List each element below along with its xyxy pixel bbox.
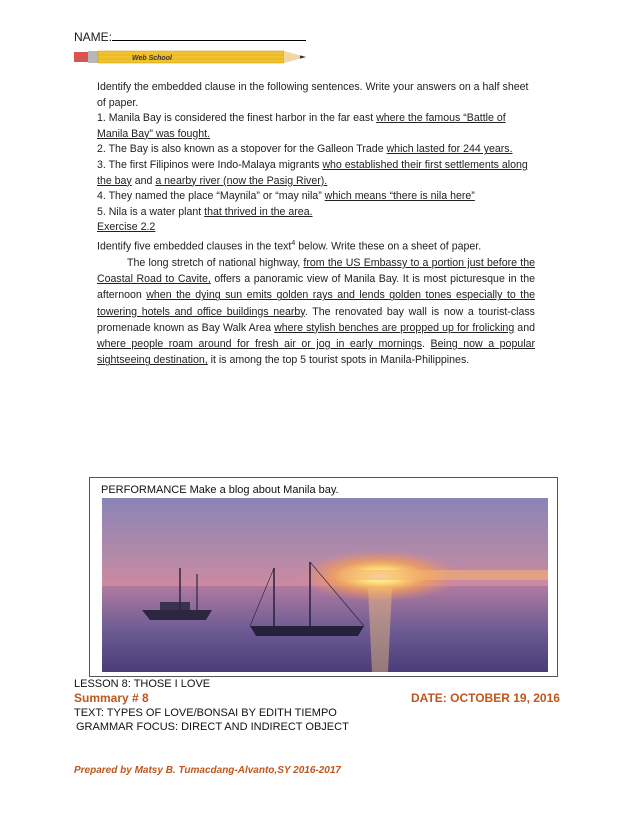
summary-number: Summary # 8 [74, 691, 149, 705]
exercise2-title: Exercise 2.2 [97, 221, 156, 234]
summary-date: DATE: OCTOBER 19, 2016 [411, 691, 560, 705]
exercise1-item: 5. Nila is a water plant that thrived in the area. [97, 205, 313, 218]
name-blank[interactable] [112, 30, 306, 41]
embedded-clause: where people roam around for fresh air or jog in early mornings [97, 338, 423, 351]
lesson-text: TEXT: TYPES OF LOVE/BONSAI BY EDITH TIEMPO [74, 707, 337, 719]
exercise1-item: 1. Manila Bay is considered the finest harbor in the far east where the famous “Battle of Manila Bay” was fought. [97, 112, 506, 140]
manila-bay-passage: The long stretch of national highway, from the US Embassy to a portion just before the Coastal Road to Cavite, offers a panoramic view of Manila Bay. It is most picturesque in the afternoon when the dying sun emits golden rays and lends golden tones especially to the towering hotels and office buildings nearby. The renovated bay wall is now a tourist-class promenade known as Bay Walk Area where stylish benches are propped up for frolicking and where people roam around for fresh air or jog in early mornings. Being now a popular sightseeing destination, it is among the top 5 tourist spots in Manila-Philippines. [97, 257, 536, 367]
embedded-clause: who established their first settlements along the bay [97, 158, 528, 187]
embedded-clause: from the US Embassy to a portion just before the Coastal Road to Cavite, [97, 257, 535, 286]
name-field[interactable] [74, 30, 306, 44]
prepared-by: Prepared by Matsy B. Tumacdang-Alvanto,SY 2016-2017 [74, 765, 341, 776]
pencil-eraser [74, 52, 88, 62]
exercise1-item: 2. The Bay is also known as a stopover for the Galleon Trade which lasted for 244 years. [97, 143, 513, 156]
sun-reflection [368, 588, 392, 672]
exercise1-item: 3. The first Filipinos were Indo-Malaya migrants who established their first settlements along the bay and a nearby river (now the Pasig River). [97, 158, 528, 187]
lesson-title: LESSON 8: THOSE I LOVE [74, 678, 211, 690]
exercise2-instruction: Identify five embedded clauses in the text$^4$ below. Write these on a sheet of paper. [97, 239, 482, 253]
embedded-clause: that thrived in the area. [204, 205, 313, 218]
exercise1-item: 4. They named the place “Maynila” or “may nila” which means “there is nila here” [97, 190, 475, 203]
pencil-brand-label: Web School [132, 55, 172, 62]
embedded-clause: where stylish benches are propped up for frolicking [274, 321, 515, 334]
name-label: NAME: [74, 30, 113, 44]
embedded-clause: a nearby river (now the Pasig River). [155, 174, 328, 187]
exercise1-instruction: Identify the embedded clause in the following sentences. Write your answers on a half sheet of paper. [97, 81, 529, 109]
pencil-body [98, 51, 284, 63]
embedded-clause: which means “there is nila here” [324, 190, 475, 203]
embedded-clause: when the dying sun emits golden rays and lends golden tones especially to the towering hotels and office buildings nearby [97, 289, 535, 318]
embedded-clause: Being now a popular sightseeing destination, [97, 338, 536, 367]
schooner-hull [250, 626, 364, 636]
embedded-clause: which lasted for 244 years. [386, 143, 513, 156]
pencil-graphic [74, 48, 314, 66]
yacht-hull [142, 610, 212, 620]
performance-task: PERFORMANCE Make a blog about Manila bay. [101, 484, 339, 496]
worksheet-scan [97, 80, 535, 368]
embedded-clause: where the famous “Battle of Manila Bay” was fought. [97, 112, 506, 140]
grammar-focus: GRAMMAR FOCUS: DIRECT AND INDIRECT OBJECT [76, 721, 349, 733]
manila-bay-sunset-photo [102, 498, 548, 672]
performance-box [89, 477, 558, 677]
pencil-ferrule [88, 51, 98, 63]
